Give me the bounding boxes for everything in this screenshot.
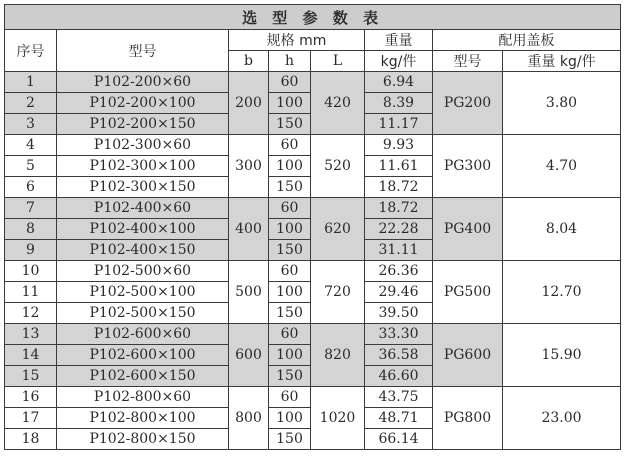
model-cell: P102-500×100 bbox=[57, 282, 229, 303]
cover-model-cell: PG500 bbox=[433, 261, 503, 324]
header-weight: 重量 bbox=[365, 30, 433, 51]
seq-cell: 12 bbox=[5, 303, 57, 324]
spec-table-container bbox=[4, 4, 620, 450]
weight-cell: 36.58 bbox=[365, 345, 433, 366]
model-cell: P102-600×150 bbox=[57, 366, 229, 387]
b-cell: 500 bbox=[229, 261, 269, 324]
selection-parameter-table bbox=[4, 4, 621, 450]
weight-cell: 33.30 bbox=[365, 324, 433, 345]
h-cell: 150 bbox=[269, 114, 311, 135]
seq-cell: 8 bbox=[5, 219, 57, 240]
seq-cell: 13 bbox=[5, 324, 57, 345]
model-cell: P102-800×100 bbox=[57, 408, 229, 429]
seq-cell: 15 bbox=[5, 366, 57, 387]
table-body bbox=[5, 72, 621, 450]
h-cell: 100 bbox=[269, 156, 311, 177]
cover-model-cell: PG800 bbox=[433, 387, 503, 450]
h-cell: 150 bbox=[269, 177, 311, 198]
table-row bbox=[5, 387, 621, 408]
L-cell: 1020 bbox=[311, 387, 365, 450]
cover-model-cell: PG400 bbox=[433, 198, 503, 261]
seq-cell: 18 bbox=[5, 429, 57, 450]
h-cell: 60 bbox=[269, 261, 311, 282]
h-cell: 150 bbox=[269, 303, 311, 324]
L-cell: 620 bbox=[311, 198, 365, 261]
seq-cell: 6 bbox=[5, 177, 57, 198]
weight-cell: 9.93 bbox=[365, 135, 433, 156]
seq-cell: 16 bbox=[5, 387, 57, 408]
h-cell: 60 bbox=[269, 135, 311, 156]
model-cell: P102-300×150 bbox=[57, 177, 229, 198]
h-cell: 60 bbox=[269, 198, 311, 219]
seq-cell: 1 bbox=[5, 72, 57, 93]
h-cell: 60 bbox=[269, 387, 311, 408]
b-cell: 400 bbox=[229, 198, 269, 261]
cover-weight-cell: 23.00 bbox=[503, 387, 621, 450]
weight-cell: 29.46 bbox=[365, 282, 433, 303]
weight-cell: 22.28 bbox=[365, 219, 433, 240]
L-cell: 520 bbox=[311, 135, 365, 198]
h-cell: 150 bbox=[269, 429, 311, 450]
seq-cell: 7 bbox=[5, 198, 57, 219]
weight-cell: 43.75 bbox=[365, 387, 433, 408]
weight-cell: 39.50 bbox=[365, 303, 433, 324]
model-cell: P102-600×60 bbox=[57, 324, 229, 345]
header-cover-model: 型号 bbox=[433, 51, 503, 72]
model-cell: P102-200×100 bbox=[57, 93, 229, 114]
header-L: L bbox=[311, 51, 365, 72]
model-cell: P102-500×60 bbox=[57, 261, 229, 282]
weight-cell: 8.39 bbox=[365, 93, 433, 114]
seq-cell: 4 bbox=[5, 135, 57, 156]
header-weight-unit: kg/件 bbox=[365, 51, 433, 72]
header-b: b bbox=[229, 51, 269, 72]
h-cell: 150 bbox=[269, 366, 311, 387]
weight-cell: 18.72 bbox=[365, 177, 433, 198]
seq-cell: 3 bbox=[5, 114, 57, 135]
h-cell: 100 bbox=[269, 282, 311, 303]
cover-weight-cell: 8.04 bbox=[503, 198, 621, 261]
weight-cell: 11.61 bbox=[365, 156, 433, 177]
header-spec-group: 规格 mm bbox=[229, 30, 365, 51]
h-cell: 60 bbox=[269, 324, 311, 345]
L-cell: 420 bbox=[311, 72, 365, 135]
L-cell: 720 bbox=[311, 261, 365, 324]
header-model: 型号 bbox=[57, 30, 229, 72]
weight-cell: 48.71 bbox=[365, 408, 433, 429]
model-cell: P102-500×150 bbox=[57, 303, 229, 324]
model-cell: P102-200×60 bbox=[57, 72, 229, 93]
model-cell: P102-400×150 bbox=[57, 240, 229, 261]
model-cell: P102-300×60 bbox=[57, 135, 229, 156]
b-cell: 600 bbox=[229, 324, 269, 387]
h-cell: 100 bbox=[269, 93, 311, 114]
model-cell: P102-600×100 bbox=[57, 345, 229, 366]
h-cell: 100 bbox=[269, 345, 311, 366]
h-cell: 100 bbox=[269, 408, 311, 429]
model-cell: P102-800×150 bbox=[57, 429, 229, 450]
b-cell: 200 bbox=[229, 72, 269, 135]
weight-cell: 11.17 bbox=[365, 114, 433, 135]
table-title: 选 型 参 数 表 bbox=[5, 5, 621, 30]
L-cell: 820 bbox=[311, 324, 365, 387]
table-row bbox=[5, 324, 621, 345]
header-cover-weight: 重量 kg/件 bbox=[503, 51, 621, 72]
model-cell: P102-800×60 bbox=[57, 387, 229, 408]
seq-cell: 10 bbox=[5, 261, 57, 282]
b-cell: 300 bbox=[229, 135, 269, 198]
weight-cell: 6.94 bbox=[365, 72, 433, 93]
cover-weight-cell: 3.80 bbox=[503, 72, 621, 135]
seq-cell: 14 bbox=[5, 345, 57, 366]
header-h: h bbox=[269, 51, 311, 72]
seq-cell: 17 bbox=[5, 408, 57, 429]
cover-weight-cell: 12.70 bbox=[503, 261, 621, 324]
b-cell: 800 bbox=[229, 387, 269, 450]
h-cell: 100 bbox=[269, 219, 311, 240]
header-cover-group: 配用盖板 bbox=[433, 30, 621, 51]
weight-cell: 18.72 bbox=[365, 198, 433, 219]
model-cell: P102-400×100 bbox=[57, 219, 229, 240]
seq-cell: 9 bbox=[5, 240, 57, 261]
cover-model-cell: PG200 bbox=[433, 72, 503, 135]
table-row bbox=[5, 72, 621, 93]
table-row bbox=[5, 135, 621, 156]
cover-model-cell: PG600 bbox=[433, 324, 503, 387]
header-seq: 序号 bbox=[5, 30, 57, 72]
weight-cell: 26.36 bbox=[365, 261, 433, 282]
cover-weight-cell: 15.90 bbox=[503, 324, 621, 387]
seq-cell: 11 bbox=[5, 282, 57, 303]
model-cell: P102-300×100 bbox=[57, 156, 229, 177]
seq-cell: 2 bbox=[5, 93, 57, 114]
cover-model-cell: PG300 bbox=[433, 135, 503, 198]
table-row bbox=[5, 261, 621, 282]
h-cell: 150 bbox=[269, 240, 311, 261]
cover-weight-cell: 4.70 bbox=[503, 135, 621, 198]
weight-cell: 31.11 bbox=[365, 240, 433, 261]
table-row bbox=[5, 198, 621, 219]
weight-cell: 46.60 bbox=[365, 366, 433, 387]
seq-cell: 5 bbox=[5, 156, 57, 177]
model-cell: P102-400×60 bbox=[57, 198, 229, 219]
model-cell: P102-200×150 bbox=[57, 114, 229, 135]
h-cell: 60 bbox=[269, 72, 311, 93]
weight-cell: 66.14 bbox=[365, 429, 433, 450]
